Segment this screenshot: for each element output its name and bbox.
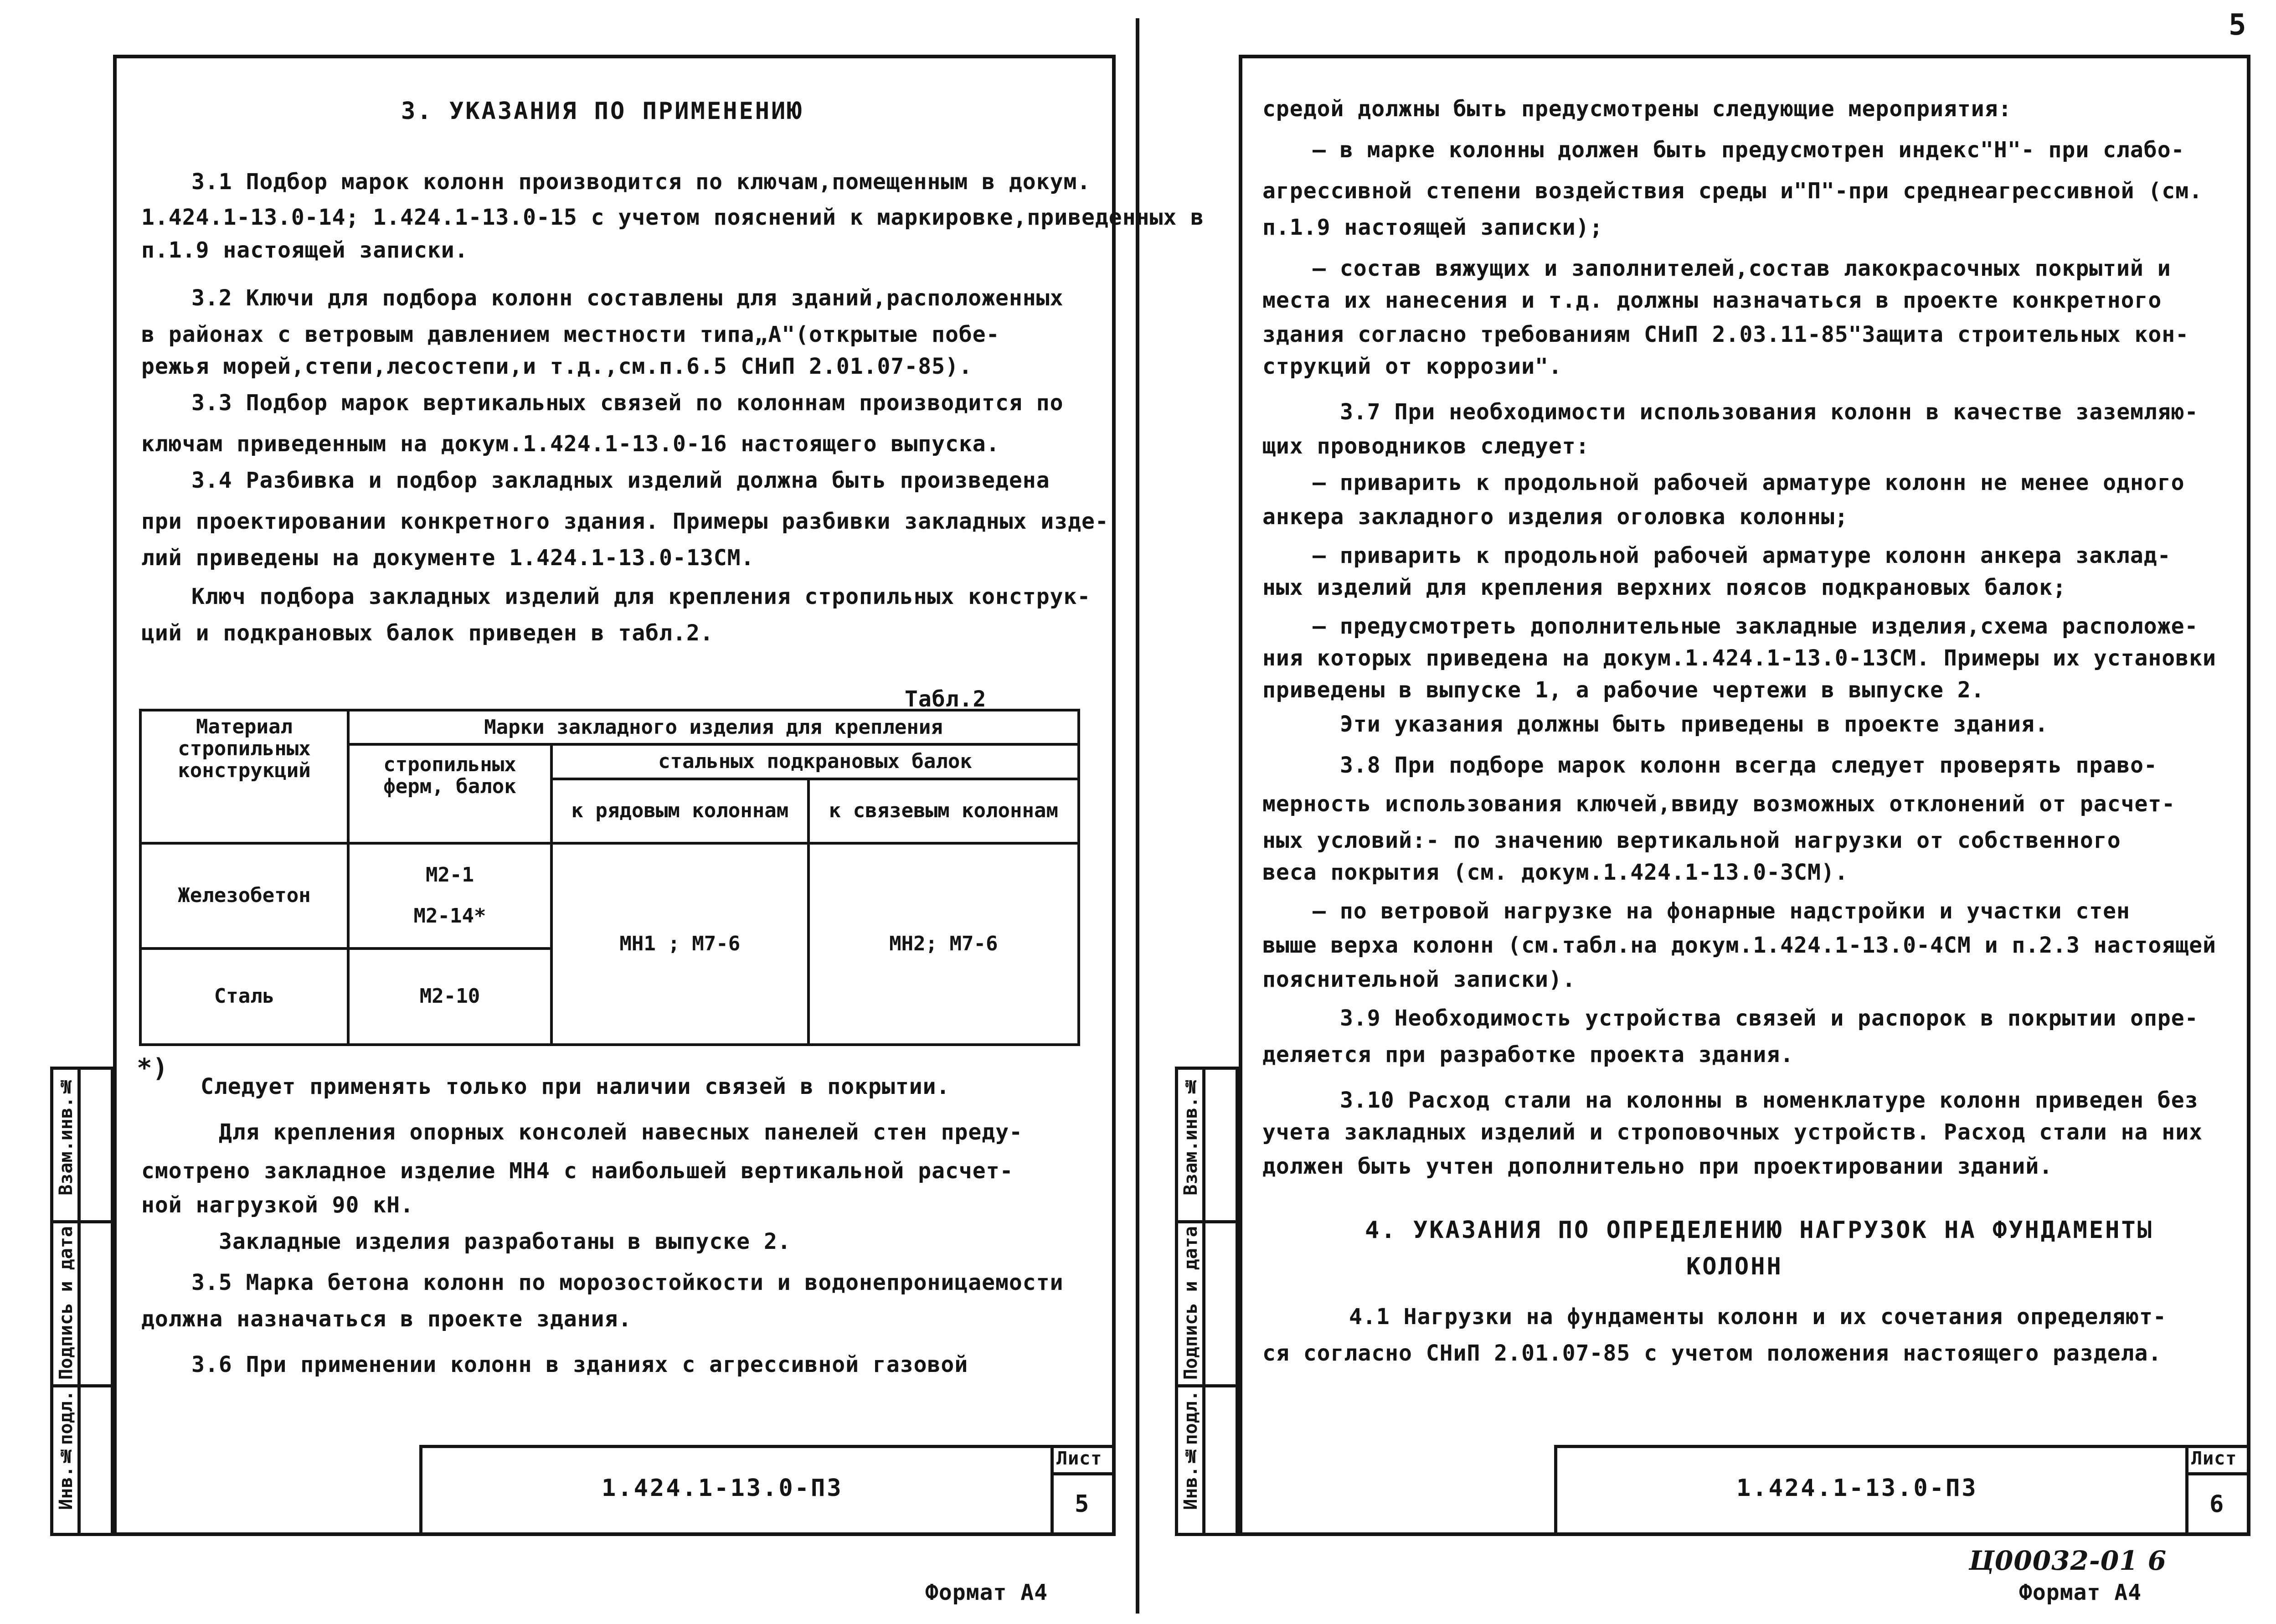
right-line: здания согласно требованиям СНиП 2.03.11-85"Защита строительных кон-	[1262, 322, 2189, 347]
left-line: Следует применять только при наличии связей в покрытии.	[201, 1074, 950, 1099]
right-line: ных изделий для крепления верхних поясов подкрановых балок;	[1262, 575, 2067, 600]
right-line: 3.10 Расход стали на колонны в номенклатуре колонн приведен без	[1340, 1088, 2199, 1113]
left-sheet-label: Лист	[1056, 1448, 1102, 1469]
truss-mark: М2-14*	[413, 904, 486, 928]
right-line: деляется при разработке проекта здания.	[1262, 1042, 1794, 1067]
right-line: анкера закладного изделия оголовка колонны;	[1262, 504, 1849, 530]
left-line: режья морей,степи,лесостепи,и т.д.,см.п.6.5 СНиП 2.01.07-85).	[141, 354, 973, 379]
left-line: 3.2 Ключи для подбора колонн составлены для зданий,расположенных	[191, 285, 1064, 311]
left-line: ключам приведенным на докум.1.424.1-13.0-16 настоящего выпуска.	[141, 431, 1000, 457]
left-line: лий приведены на документе 1.424.1-13.0-13СМ.	[141, 545, 755, 571]
right-line: места их нанесения и т.д. должны назначаться в проекте конкретного	[1262, 288, 2162, 313]
right-doc-code: 1.424.1-13.0-П3	[1736, 1474, 1978, 1502]
left-line: должна назначаться в проекте здания.	[141, 1306, 632, 1332]
left-sheet-number: 5	[1075, 1490, 1090, 1518]
header-ordinary-columns: к рядовым колоннам	[551, 779, 808, 843]
left-line: смотрено закладное изделие МН4 с наибольшей вертикальной расчет-	[141, 1158, 1014, 1184]
stamp-label-original-inventory: Инв.№подл.	[56, 1390, 77, 1510]
left-line: в районах с ветровым давлением местности типа„А"(открытые побе-	[141, 322, 1000, 347]
right-sheet-label: Лист	[2191, 1448, 2237, 1469]
right-line: п.1.9 настоящей записки);	[1262, 215, 1603, 240]
cell-bracing: МН2; М7-6	[808, 843, 1079, 1045]
header-truss: стропильных ферм, балок	[348, 744, 551, 843]
left-line: 1.424.1-13.0-14; 1.424.1-13.0-15 с учетом пояснений к маркировке,приведенных в	[141, 205, 1205, 230]
right-line: — приварить к продольной рабочей арматуре колонн не менее одного	[1313, 470, 2185, 495]
right-line: Эти указания должны быть приведены в проекте здания.	[1340, 711, 2049, 737]
section4-title: 4. УКАЗАНИЯ ПО ОПРЕДЕЛЕНИЮ НАГРУЗОК НА ФУНДАМЕНТЫ	[1365, 1217, 2154, 1244]
right-line: 3.8 При подборе марок колонн всегда следует проверять право-	[1340, 753, 2158, 778]
left-section-title: 3. УКАЗАНИЯ ПО ПРИМЕНЕНИЮ	[401, 98, 803, 125]
stamp-label-signature-date: Подпись и дата	[1180, 1226, 1201, 1380]
left-line: Закладные изделия разработаны в выпуске 2.	[219, 1229, 791, 1254]
truss-mark: М2-1	[426, 863, 474, 887]
right-line: — по ветровой нагрузке на фонарные надстройки и участки стен	[1313, 898, 2130, 924]
center-divider	[1136, 18, 1139, 1614]
right-line: веса покрытия (см. докум.1.424.1-13.0-3СМ).	[1262, 860, 1849, 885]
right-line: агрессивной степени воздействия среды и"П"-при среднеагрессивной (см.	[1262, 178, 2203, 204]
embedded-items-table	[139, 709, 1080, 1046]
right-line: — предусмотреть дополнительные закладные изделия,схема расположе-	[1313, 614, 2199, 639]
row-truss-marks	[348, 843, 551, 949]
right-line: щих проводников следует:	[1262, 433, 1590, 459]
right-line: 3.7 При необходимости использования колонн в качестве заземляю-	[1340, 399, 2199, 425]
right-line: — приварить к продольной рабочей арматуре колонн анкера заклад-	[1313, 543, 2171, 568]
page-number: 5	[2229, 8, 2247, 42]
right-line: ся согласно СНиП 2.01.07-85 с учетом положения настоящего раздела.	[1262, 1340, 2162, 1366]
right-line: выше верха колонн (см.табл.на докум.1.424.1-13.0-4СМ и п.2.3 настоящей	[1262, 933, 2216, 958]
left-line: при проектировании конкретного здания. Примеры разбивки закладных изде-	[141, 509, 1109, 534]
table-label: Табл.2	[905, 686, 987, 712]
left-doc-code: 1.424.1-13.0-П3	[602, 1474, 843, 1502]
right-line: мерность использования ключей,ввиду возможных отклонений от расчет-	[1262, 791, 2176, 817]
right-line: ных условий:- по значению вертикальной нагрузки от собственного	[1262, 828, 2121, 853]
right-line: струкций от коррозии".	[1262, 354, 1562, 379]
left-line: 3.5 Марка бетона колонн по морозостойкости и водонепроницаемости	[191, 1270, 1064, 1295]
left-line: ций и подкрановых балок приведен в табл.2.	[141, 620, 714, 646]
right-line: пояснительной записки).	[1262, 967, 1576, 992]
left-line: 3.1 Подбор марок колонн производится по ключам,помещенным в докум.	[191, 169, 1091, 195]
left-line: 3.4 Разбивка и подбор закладных изделий должна быть произведена	[191, 468, 1050, 493]
row-material: Железобетон	[140, 843, 348, 949]
left-line: Ключ подбора закладных изделий для крепления стропильных конструк-	[191, 584, 1091, 609]
right-line: ния которых приведена на докум.1.424.1-13.0-13СМ. Примеры их установки	[1262, 645, 2216, 671]
footnote-mark: *)	[137, 1053, 169, 1083]
header-crane-beams: стальных подкрановых балок	[551, 744, 1079, 778]
right-line: — в марке колонны должен быть предусмотрен индекс"Н"- при слабо-	[1313, 137, 2185, 163]
header-bracing-columns: к связевым колоннам	[808, 779, 1079, 843]
header-material: Материал стропильных конструкций	[140, 710, 348, 843]
row-material: Сталь	[140, 949, 348, 1045]
right-line: приведены в выпуске 1, а рабочие чертежи в выпуске 2.	[1262, 677, 1985, 703]
left-line: 3.3 Подбор марок вертикальных связей по колоннам производится по	[191, 390, 1064, 416]
cell-ordinary: МН1 ; М7-6	[551, 843, 808, 1045]
truss-mark: М2-10	[348, 949, 551, 1045]
left-format: Формат А4	[925, 1580, 1048, 1605]
stamp-label-signature-date: Подпись и дата	[56, 1226, 77, 1380]
right-line: должен быть учтен дополнительно при проектировании зданий.	[1262, 1154, 2053, 1179]
section4-title-cont: КОЛОНН	[1686, 1253, 1783, 1280]
left-line: 3.6 При применении колонн в зданиях с агрессивной газовой	[191, 1352, 968, 1377]
right-line: средой должны быть предусмотрены следующие мероприятия:	[1262, 96, 2012, 122]
stamp-label-original-inventory: Инв.№подл.	[1180, 1390, 1201, 1510]
right-sheet-number: 6	[2209, 1490, 2225, 1518]
right-line: — состав вяжущих и заполнителей,состав лакокрасочных покрытий и	[1313, 256, 2171, 281]
header-embedded-marks: Марки закладного изделия для крепления	[348, 710, 1079, 744]
left-line: п.1.9 настоящей записки.	[141, 237, 469, 263]
right-line: учета закладных изделий и строповочных устройств. Расход стали на них	[1262, 1119, 2203, 1145]
right-line: 3.9 Необходимость устройства связей и распорок в покрытии опре-	[1340, 1005, 2199, 1031]
right-line: 4.1 Нагрузки на фундаменты колонн и их сочетания определяют-	[1349, 1304, 2167, 1330]
left-line: ной нагрузкой 90 кН.	[141, 1192, 414, 1218]
left-line: Для крепления опорных консолей навесных панелей стен преду-	[219, 1119, 1023, 1145]
stamp-label-replaced-inventory: Взам.инв.№	[1180, 1076, 1201, 1196]
stamp-label-replaced-inventory: Взам.инв.№	[56, 1076, 77, 1196]
right-format: Формат А4	[2019, 1580, 2142, 1605]
archive-code: Ц00032-01 6	[1969, 1545, 2167, 1576]
